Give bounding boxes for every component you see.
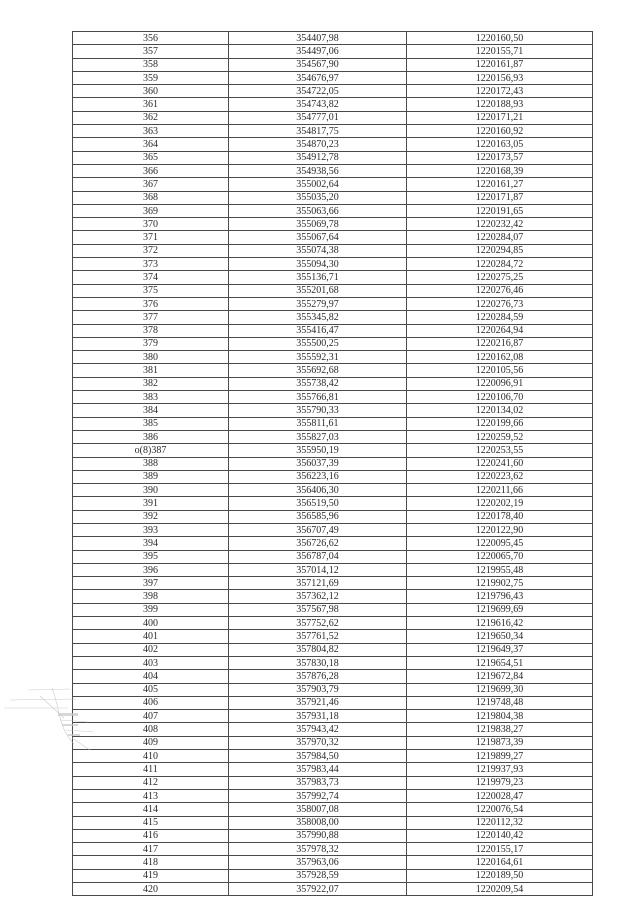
table-row — [73, 430, 593, 443]
point-number-cell: 371 — [73, 231, 229, 244]
x-coordinate-cell: 355416,47 — [229, 324, 407, 337]
table-row — [73, 45, 593, 58]
x-coordinate-cell: 356787,04 — [229, 550, 407, 563]
table-row — [73, 271, 593, 284]
y-coordinate-cell: 1220164,61 — [407, 856, 593, 869]
y-coordinate-cell: 1220178,40 — [407, 510, 593, 523]
x-coordinate-cell: 355035,20 — [229, 191, 407, 204]
x-coordinate-cell: 356406,30 — [229, 484, 407, 497]
table-row — [73, 710, 593, 723]
table-row — [73, 763, 593, 776]
point-number-cell: 404 — [73, 670, 229, 683]
point-number-cell: 390 — [73, 484, 229, 497]
x-coordinate-cell: 355074,38 — [229, 244, 407, 257]
table-row — [73, 218, 593, 231]
y-coordinate-cell: 1220096,91 — [407, 377, 593, 390]
y-coordinate-cell: 1219979,23 — [407, 776, 593, 789]
x-coordinate-cell: 357804,82 — [229, 643, 407, 656]
x-coordinate-cell: 355067,64 — [229, 231, 407, 244]
x-coordinate-cell: 357761,52 — [229, 630, 407, 643]
y-coordinate-cell: 1220191,65 — [407, 204, 593, 217]
y-coordinate-cell: 1220173,57 — [407, 151, 593, 164]
table-row — [73, 417, 593, 430]
x-coordinate-cell: 357921,46 — [229, 696, 407, 709]
point-number-cell: 388 — [73, 457, 229, 470]
point-number-cell: 380 — [73, 351, 229, 364]
point-number-cell: 416 — [73, 829, 229, 842]
point-number-cell: 369 — [73, 204, 229, 217]
point-number-cell: 415 — [73, 816, 229, 829]
table-row — [73, 643, 593, 656]
x-coordinate-cell: 357990,88 — [229, 829, 407, 842]
table-row — [73, 470, 593, 483]
table-row — [73, 311, 593, 324]
point-number-cell: 379 — [73, 337, 229, 350]
point-number-cell: 361 — [73, 98, 229, 111]
y-coordinate-cell: 1220216,87 — [407, 337, 593, 350]
x-coordinate-cell: 354777,01 — [229, 111, 407, 124]
point-number-cell: 386 — [73, 430, 229, 443]
table-row — [73, 484, 593, 497]
table-row — [73, 803, 593, 816]
y-coordinate-cell: 1220095,45 — [407, 537, 593, 550]
coordinates-table-body — [73, 32, 593, 896]
table-row — [73, 829, 593, 842]
y-coordinate-cell: 1220172,43 — [407, 85, 593, 98]
point-number-cell: 358 — [73, 58, 229, 71]
x-coordinate-cell: 358008,00 — [229, 816, 407, 829]
point-number-cell: 420 — [73, 883, 229, 896]
y-coordinate-cell: 1220276,46 — [407, 284, 593, 297]
point-number-cell: 364 — [73, 138, 229, 151]
table-row — [73, 577, 593, 590]
y-coordinate-cell: 1220161,87 — [407, 58, 593, 71]
x-coordinate-cell: 355063,66 — [229, 204, 407, 217]
table-row — [73, 856, 593, 869]
table-row — [73, 537, 593, 550]
x-coordinate-cell: 357943,42 — [229, 723, 407, 736]
x-coordinate-cell: 354407,98 — [229, 32, 407, 45]
y-coordinate-cell: 1220264,94 — [407, 324, 593, 337]
y-coordinate-cell: 1220140,42 — [407, 829, 593, 842]
table-row — [73, 883, 593, 896]
y-coordinate-cell: 1220160,92 — [407, 125, 593, 138]
point-number-cell: 412 — [73, 776, 229, 789]
x-coordinate-cell: 354817,75 — [229, 125, 407, 138]
y-coordinate-cell: 1219649,37 — [407, 643, 593, 656]
y-coordinate-cell: 1220276,73 — [407, 297, 593, 310]
table-row — [73, 510, 593, 523]
x-coordinate-cell: 357978,32 — [229, 843, 407, 856]
table-row — [73, 138, 593, 151]
point-number-cell: 365 — [73, 151, 229, 164]
y-coordinate-cell: 1220028,47 — [407, 789, 593, 802]
x-coordinate-cell: 354912,78 — [229, 151, 407, 164]
point-number-cell: 408 — [73, 723, 229, 736]
y-coordinate-cell: 1220160,50 — [407, 32, 593, 45]
point-number-cell: 417 — [73, 843, 229, 856]
point-number-cell: 392 — [73, 510, 229, 523]
table-row — [73, 843, 593, 856]
x-coordinate-cell: 355827,03 — [229, 430, 407, 443]
table-row — [73, 337, 593, 350]
x-coordinate-cell: 357752,62 — [229, 617, 407, 630]
y-coordinate-cell: 1219650,34 — [407, 630, 593, 643]
point-number-cell: 357 — [73, 45, 229, 58]
point-number-cell: 393 — [73, 523, 229, 536]
table-row — [73, 71, 593, 84]
y-coordinate-cell: 1219937,93 — [407, 763, 593, 776]
y-coordinate-cell: 1220232,42 — [407, 218, 593, 231]
y-coordinate-cell: 1219699,30 — [407, 683, 593, 696]
y-coordinate-cell: 1219616,42 — [407, 617, 593, 630]
point-number-cell: 374 — [73, 271, 229, 284]
y-coordinate-cell: 1219955,48 — [407, 563, 593, 576]
table-row — [73, 231, 593, 244]
table-row — [73, 617, 593, 630]
y-coordinate-cell: 1220275,25 — [407, 271, 593, 284]
point-number-cell: 391 — [73, 497, 229, 510]
table-row — [73, 550, 593, 563]
x-coordinate-cell: 357984,50 — [229, 750, 407, 763]
point-number-cell: 375 — [73, 284, 229, 297]
table-row — [73, 204, 593, 217]
point-number-cell: 373 — [73, 258, 229, 271]
y-coordinate-cell: 1220209,54 — [407, 883, 593, 896]
x-coordinate-cell: 357983,44 — [229, 763, 407, 776]
y-coordinate-cell: 1220161,27 — [407, 178, 593, 191]
y-coordinate-cell: 1220155,17 — [407, 843, 593, 856]
point-number-cell: 402 — [73, 643, 229, 656]
table-row — [73, 391, 593, 404]
y-coordinate-cell: 1220168,39 — [407, 164, 593, 177]
y-coordinate-cell: 1220241,60 — [407, 457, 593, 470]
table-row — [73, 603, 593, 616]
y-coordinate-cell: 1220284,59 — [407, 311, 593, 324]
point-number-cell: 377 — [73, 311, 229, 324]
x-coordinate-cell: 354567,90 — [229, 58, 407, 71]
y-coordinate-cell: 1220199,66 — [407, 417, 593, 430]
x-coordinate-cell: 356519,50 — [229, 497, 407, 510]
point-number-cell: 399 — [73, 603, 229, 616]
x-coordinate-cell: 357963,06 — [229, 856, 407, 869]
table-row — [73, 590, 593, 603]
y-coordinate-cell: 1219748,48 — [407, 696, 593, 709]
y-coordinate-cell: 1220171,21 — [407, 111, 593, 124]
point-number-cell: 356 — [73, 32, 229, 45]
x-coordinate-cell: 356585,96 — [229, 510, 407, 523]
y-coordinate-cell: 1219654,51 — [407, 656, 593, 669]
point-number-cell: 397 — [73, 577, 229, 590]
point-number-cell: 418 — [73, 856, 229, 869]
x-coordinate-cell: 355790,33 — [229, 404, 407, 417]
table-row — [73, 125, 593, 138]
point-number-cell: 383 — [73, 391, 229, 404]
y-coordinate-cell: 1220163,05 — [407, 138, 593, 151]
coordinates-table — [72, 31, 593, 896]
table-row — [73, 869, 593, 882]
x-coordinate-cell: 357567,98 — [229, 603, 407, 616]
x-coordinate-cell: 355692,68 — [229, 364, 407, 377]
point-number-cell: 384 — [73, 404, 229, 417]
table-row — [73, 670, 593, 683]
y-coordinate-cell: 1220171,87 — [407, 191, 593, 204]
y-coordinate-cell: 1220253,55 — [407, 444, 593, 457]
point-number-cell: 372 — [73, 244, 229, 257]
table-row — [73, 563, 593, 576]
point-number-cell: 414 — [73, 803, 229, 816]
point-number-cell: 395 — [73, 550, 229, 563]
point-number-cell: 419 — [73, 869, 229, 882]
x-coordinate-cell: 356726,62 — [229, 537, 407, 550]
y-coordinate-cell: 1219796,43 — [407, 590, 593, 603]
y-coordinate-cell: 1220202,19 — [407, 497, 593, 510]
x-coordinate-cell: 355201,68 — [229, 284, 407, 297]
y-coordinate-cell: 1220155,71 — [407, 45, 593, 58]
point-number-cell: 385 — [73, 417, 229, 430]
x-coordinate-cell: 355811,61 — [229, 417, 407, 430]
y-coordinate-cell: 1220065,70 — [407, 550, 593, 563]
x-coordinate-cell: 357830,18 — [229, 656, 407, 669]
y-coordinate-cell: 1219902,75 — [407, 577, 593, 590]
table-row — [73, 151, 593, 164]
x-coordinate-cell: 355500,25 — [229, 337, 407, 350]
table-row — [73, 58, 593, 71]
x-coordinate-cell: 357121,69 — [229, 577, 407, 590]
table-row — [73, 656, 593, 669]
x-coordinate-cell: 357992,74 — [229, 789, 407, 802]
x-coordinate-cell: 357922,07 — [229, 883, 407, 896]
table-row — [73, 523, 593, 536]
point-number-cell: 378 — [73, 324, 229, 337]
x-coordinate-cell: 354722,05 — [229, 85, 407, 98]
table-row — [73, 32, 593, 45]
x-coordinate-cell: 355002,64 — [229, 178, 407, 191]
table-row — [73, 404, 593, 417]
table-row — [73, 258, 593, 271]
x-coordinate-cell: 355136,71 — [229, 271, 407, 284]
y-coordinate-cell: 1220156,93 — [407, 71, 593, 84]
table-row — [73, 364, 593, 377]
table-row — [73, 630, 593, 643]
y-coordinate-cell: 1220105,56 — [407, 364, 593, 377]
table-row — [73, 111, 593, 124]
table-row — [73, 297, 593, 310]
table-row — [73, 244, 593, 257]
table-row — [73, 98, 593, 111]
table-row — [73, 750, 593, 763]
x-coordinate-cell: 356707,49 — [229, 523, 407, 536]
x-coordinate-cell: 354870,23 — [229, 138, 407, 151]
y-coordinate-cell: 1220106,70 — [407, 391, 593, 404]
x-coordinate-cell: 357928,59 — [229, 869, 407, 882]
x-coordinate-cell: 355738,42 — [229, 377, 407, 390]
x-coordinate-cell: 357970,32 — [229, 736, 407, 749]
point-number-cell: 407 — [73, 710, 229, 723]
x-coordinate-cell: 355950,19 — [229, 444, 407, 457]
table-row — [73, 683, 593, 696]
x-coordinate-cell: 357903,79 — [229, 683, 407, 696]
faded-stamp-mark — [0, 678, 120, 758]
point-number-cell: 413 — [73, 789, 229, 802]
point-number-cell: 403 — [73, 656, 229, 669]
point-number-cell: 382 — [73, 377, 229, 390]
y-coordinate-cell: 1220189,50 — [407, 869, 593, 882]
x-coordinate-cell: 357362,12 — [229, 590, 407, 603]
table-row — [73, 444, 593, 457]
y-coordinate-cell: 1220211,66 — [407, 484, 593, 497]
y-coordinate-cell: 1220122,90 — [407, 523, 593, 536]
point-number-cell: 363 — [73, 125, 229, 138]
table-row — [73, 377, 593, 390]
point-number-cell: 362 — [73, 111, 229, 124]
point-number-cell: 370 — [73, 218, 229, 231]
point-number-cell: 367 — [73, 178, 229, 191]
point-number-cell: 411 — [73, 763, 229, 776]
x-coordinate-cell: 355279,97 — [229, 297, 407, 310]
point-number-cell: 368 — [73, 191, 229, 204]
point-number-cell: 381 — [73, 364, 229, 377]
y-coordinate-cell: 1220162,08 — [407, 351, 593, 364]
point-number-cell: 389 — [73, 470, 229, 483]
table-row — [73, 191, 593, 204]
table-row — [73, 178, 593, 191]
x-coordinate-cell: 355094,30 — [229, 258, 407, 271]
point-number-cell: 406 — [73, 696, 229, 709]
x-coordinate-cell: 358007,08 — [229, 803, 407, 816]
table-row — [73, 696, 593, 709]
table-row — [73, 776, 593, 789]
table-row — [73, 351, 593, 364]
y-coordinate-cell: 1219838,27 — [407, 723, 593, 736]
table-row — [73, 85, 593, 98]
y-coordinate-cell: 1219699,69 — [407, 603, 593, 616]
point-number-cell: 410 — [73, 750, 229, 763]
point-number-cell: 405 — [73, 683, 229, 696]
table-row — [73, 457, 593, 470]
x-coordinate-cell: 354497,06 — [229, 45, 407, 58]
x-coordinate-cell: 356037,39 — [229, 457, 407, 470]
table-row — [73, 723, 593, 736]
table-row — [73, 324, 593, 337]
point-number-cell: 394 — [73, 537, 229, 550]
point-number-cell: 376 — [73, 297, 229, 310]
y-coordinate-cell: 1220134,02 — [407, 404, 593, 417]
y-coordinate-cell: 1220076,54 — [407, 803, 593, 816]
x-coordinate-cell: 357014,12 — [229, 563, 407, 576]
table-row — [73, 816, 593, 829]
x-coordinate-cell: 357983,73 — [229, 776, 407, 789]
table-row — [73, 164, 593, 177]
point-number-cell: 401 — [73, 630, 229, 643]
y-coordinate-cell: 1219672,84 — [407, 670, 593, 683]
point-number-cell: 400 — [73, 617, 229, 630]
x-coordinate-cell: 354676,97 — [229, 71, 407, 84]
table-row — [73, 789, 593, 802]
point-number-cell: 366 — [73, 164, 229, 177]
table-row — [73, 736, 593, 749]
x-coordinate-cell: 354743,82 — [229, 98, 407, 111]
x-coordinate-cell: 357931,18 — [229, 710, 407, 723]
y-coordinate-cell: 1220223,62 — [407, 470, 593, 483]
x-coordinate-cell: 357876,28 — [229, 670, 407, 683]
x-coordinate-cell: 356223,16 — [229, 470, 407, 483]
y-coordinate-cell: 1220284,07 — [407, 231, 593, 244]
table-row — [73, 284, 593, 297]
y-coordinate-cell: 1220284,72 — [407, 258, 593, 271]
point-number-cell: 409 — [73, 736, 229, 749]
y-coordinate-cell: 1219804,38 — [407, 710, 593, 723]
y-coordinate-cell: 1220294,85 — [407, 244, 593, 257]
point-number-cell: 359 — [73, 71, 229, 84]
point-number-cell: 396 — [73, 563, 229, 576]
y-coordinate-cell: 1220188,93 — [407, 98, 593, 111]
y-coordinate-cell: 1219899,27 — [407, 750, 593, 763]
table-row — [73, 497, 593, 510]
x-coordinate-cell: 355069,78 — [229, 218, 407, 231]
point-number-cell: 360 — [73, 85, 229, 98]
x-coordinate-cell: 354938,56 — [229, 164, 407, 177]
x-coordinate-cell: 355345,82 — [229, 311, 407, 324]
y-coordinate-cell: 1220112,32 — [407, 816, 593, 829]
x-coordinate-cell: 355592,31 — [229, 351, 407, 364]
point-number-cell: o(8)387 — [73, 444, 229, 457]
point-number-cell: 398 — [73, 590, 229, 603]
x-coordinate-cell: 355766,81 — [229, 391, 407, 404]
y-coordinate-cell: 1219873,39 — [407, 736, 593, 749]
y-coordinate-cell: 1220259,52 — [407, 430, 593, 443]
